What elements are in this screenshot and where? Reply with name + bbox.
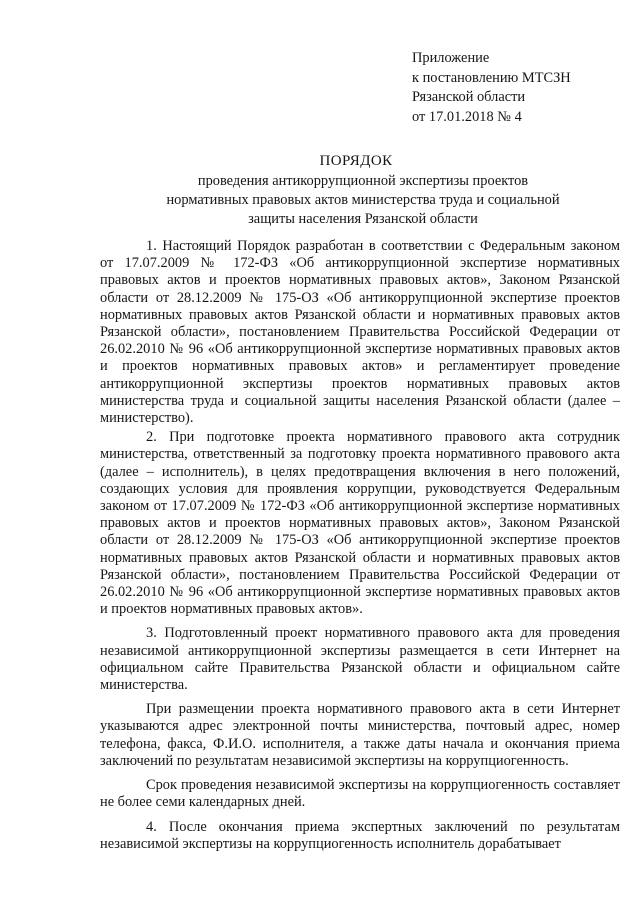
paragraph-4: 4. После окончания приема экспертных заключений по результатам независимой экспертизы на коррупциогенность исполнитель дорабатывает: [100, 818, 620, 852]
paragraph-3-term: Срок проведения независимой экспертизы на коррупциогенность составляет не более семи календарных дней.: [100, 777, 620, 811]
appendix-note: [412, 49, 571, 127]
paragraph-2: 2. При подготовке проекта нормативного правового акта сотрудник министерства, ответственный за подготовку проекта нормативного правового акта (далее – исполнитель), в целях предотвращения включения в него положений, создающих условия для проявления коррупции, руководствуется Федеральным законом от 17.07.2009 № 172-ФЗ «Об антикоррупционной экспертизе нормативных правовых актов и проектов нормативных правовых актов», Законом Рязанской области от 28.12.2009 № 175-ОЗ «Об антикоррупционной экспертизе проектов нормативных правовых актов Рязанской области и нормативных правовых актов Рязанской области», постановлением Правительства Российской Федерации от 26.02.2010 № 96 «Об антикоррупционной экспертизе нормативных правовых актов и проектов нормативных правовых актов».: [100, 429, 620, 618]
appendix-line: Рязанской области: [412, 89, 526, 105]
paragraph-3: 3. Подготовленный проект нормативного правового акта для проведения независимой антикоррупционной экспертизы размещается в сети Интернет на официальном сайте Правительства Рязанской области и официальном сайте министерства.: [100, 625, 620, 694]
document-subtitle: проведения антикоррупционной экспертизы проектов нормативных правовых актов министерства труда и социальной защиты населения Рязанской области: [166, 173, 560, 227]
paragraph-1: 1. Настоящий Порядок разработан в соответствии с Федеральным законом от 17.07.2009 № 172-ФЗ «Об антикоррупционной экспертизе нормативных правовых актов и проектов нормативных правовых актов», Законом Рязанской области от 28.12.2009 № 175-ОЗ «Об антикоррупционной экспертизе проектов нормативных правовых актов Рязанской области и нормативных правовых актов Рязанской области», постановлением Правительства Российской Федерации от 26.02.2010 № 96 «Об антикоррупционной экспертизе нормативных правовых актов и проектов нормативных правовых актов» и регламентирует проведение антикоррупционной экспертизы проектов нормативных правовых актов министерства труда и социальной защиты населения Рязанской области (далее – министерство).: [100, 238, 620, 427]
document-body: [100, 238, 620, 855]
appendix-line: к постановлению МТСЗН: [412, 69, 571, 86]
appendix-line: Приложение: [412, 50, 490, 66]
appendix-line: от 17.01.2018 № 4: [412, 108, 522, 125]
document-title: ПОРЯДОК: [319, 153, 393, 169]
paragraph-3-placement: При размещении проекта нормативного правового акта в сети Интернет указываются адрес электронной почты министерства, почтовый адрес, номер телефона, факса, Ф.И.О. исполнителя, а также даты начала и окончания приема заключений по результатам независимой экспертизы на коррупциогенность.: [100, 701, 620, 769]
